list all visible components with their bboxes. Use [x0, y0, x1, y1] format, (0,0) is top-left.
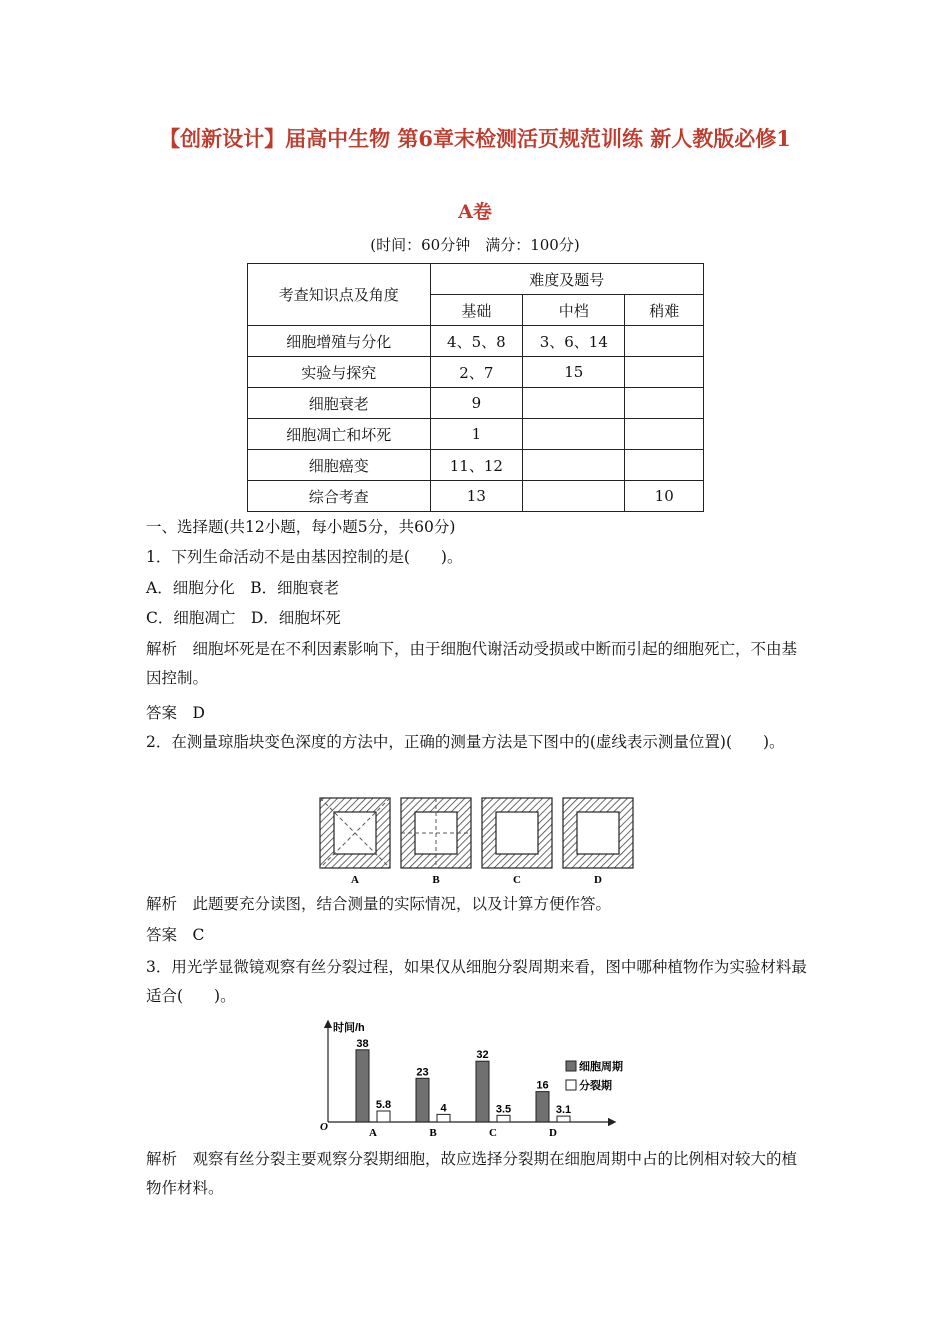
agar-block-a: [320, 798, 390, 868]
agar-block-c: [482, 798, 552, 868]
table-row: [248, 450, 704, 481]
question-1-options-ab: A．细胞分化 B．细胞衰老: [146, 579, 340, 597]
question-2-stem: 2．在测量琼脂块变色深度的方法中，正确的测量方法是下图中的(虚线表示测量位置)( )。: [146, 733, 785, 751]
table-cell: [523, 419, 625, 450]
table-cell: [625, 326, 704, 357]
legend-swatch-division: [566, 1080, 576, 1090]
table-header-basic: 基础: [430, 295, 523, 326]
bar-b-division: [437, 1114, 450, 1122]
bar-d-division: [557, 1116, 570, 1122]
bar-a-cycle: [356, 1050, 369, 1122]
legend-label-cycle: 细胞周期: [579, 1061, 623, 1073]
table-row: [248, 419, 704, 450]
table-header-hard: 稍难: [625, 295, 704, 326]
bar-c-division: [497, 1115, 510, 1122]
question-2-analysis: 解析 此题要充分读图，结合测量的实际情况，以及计算方便作答。: [146, 895, 612, 913]
table-header-difficulty: 难度及题号: [430, 264, 703, 295]
question-3-stem: 3．用光学显微镜观察有丝分裂过程，如果仅从细胞分裂周期来看，图中哪种植物作为实验材料最适合( )。: [146, 958, 807, 1005]
figure-label-c: C: [513, 874, 521, 886]
question-2-answer: 答案 C: [146, 926, 205, 944]
category-label: B: [429, 1127, 437, 1139]
category-label: A: [369, 1127, 377, 1139]
agar-block-d: [563, 798, 633, 868]
table-cell: [625, 388, 704, 419]
table-cell: 1: [430, 419, 523, 450]
table-row: [248, 388, 704, 419]
table-cell: [625, 419, 704, 450]
category-label: C: [489, 1127, 497, 1139]
table-cell: 细胞癌变: [248, 450, 431, 481]
value-label: 5.8: [375, 1098, 392, 1111]
legend-label-division: 分裂期: [579, 1080, 612, 1092]
figure-label-a: A: [351, 874, 359, 886]
table-cell: [523, 481, 625, 512]
table-cell: 11、12: [430, 450, 523, 481]
section-subtitle: A卷: [458, 201, 492, 223]
question-1-stem: 1．下列生命活动不是由基因控制的是( )。: [146, 548, 463, 566]
document-title: 【创新设计】届高中生物 第6章末检测活页规范训练 新人教版必修1: [159, 126, 791, 151]
value-label: 16: [536, 1079, 549, 1092]
table-cell: 细胞衰老: [248, 388, 431, 419]
value-label: 4: [440, 1102, 447, 1115]
table-row: [248, 326, 704, 357]
figure-label-b: B: [432, 874, 440, 886]
figure-label-d: D: [594, 874, 602, 886]
knowledge-table: [247, 263, 704, 512]
table-cell: [625, 357, 704, 388]
table-cell: 15: [523, 357, 625, 388]
value-label: 3.1: [555, 1104, 572, 1117]
legend-swatch-cycle: [566, 1061, 576, 1071]
table-header-topic: 考查知识点及角度: [248, 264, 431, 326]
agar-block-b: [401, 798, 471, 868]
question-1-answer: 答案 D: [146, 704, 205, 722]
value-label: 38: [356, 1037, 369, 1050]
cell-cycle-chart: [318, 1018, 630, 1142]
value-label: 32: [476, 1049, 489, 1062]
table-cell: 3、6、14: [523, 326, 625, 357]
value-label: 23: [416, 1066, 429, 1079]
table-cell: 10: [625, 481, 704, 512]
origin-label: O: [320, 1121, 328, 1133]
bar-a-division: [377, 1111, 390, 1122]
category-label: D: [549, 1127, 557, 1139]
table-cell: [625, 450, 704, 481]
table-row: [248, 357, 704, 388]
question-1-options-cd: C．细胞凋亡 D．细胞坏死: [146, 609, 341, 627]
table-cell: 13: [430, 481, 523, 512]
table-cell: [523, 388, 625, 419]
time-info: (时间：60分钟 满分：100分): [370, 236, 580, 254]
value-label: 3.5: [495, 1103, 512, 1116]
table-cell: 细胞凋亡和坏死: [248, 419, 431, 450]
table-cell: 4、5、8: [430, 326, 523, 357]
table-cell: 细胞增殖与分化: [248, 326, 431, 357]
agar-block-figure: [318, 796, 636, 888]
question-3-analysis: 解析 观察有丝分裂主要观察分裂期细胞，故应选择分裂期在细胞周期中占的比例相对较大的植物作材料。: [146, 1150, 798, 1197]
legend: [566, 1059, 623, 1092]
table-header-medium: 中档: [523, 295, 625, 326]
bar-b-cycle: [416, 1078, 429, 1122]
table-cell: 9: [430, 388, 523, 419]
bar-d-cycle: [536, 1092, 549, 1122]
question-1-analysis: 解析 细胞坏死是在不利因素影响下，由于细胞代谢活动受损或中断而引起的细胞死亡，不由基因控制。: [146, 640, 798, 687]
y-axis-label: 时间/h: [333, 1022, 365, 1034]
section-heading: 一、选择题(共12小题，每小题5分，共60分): [146, 518, 456, 536]
table-cell: 综合考查: [248, 481, 431, 512]
table-row: [248, 481, 704, 512]
table-cell: [523, 450, 625, 481]
table-cell: 2、7: [430, 357, 523, 388]
table-cell: 实验与探究: [248, 357, 431, 388]
bar-c-cycle: [476, 1061, 489, 1122]
